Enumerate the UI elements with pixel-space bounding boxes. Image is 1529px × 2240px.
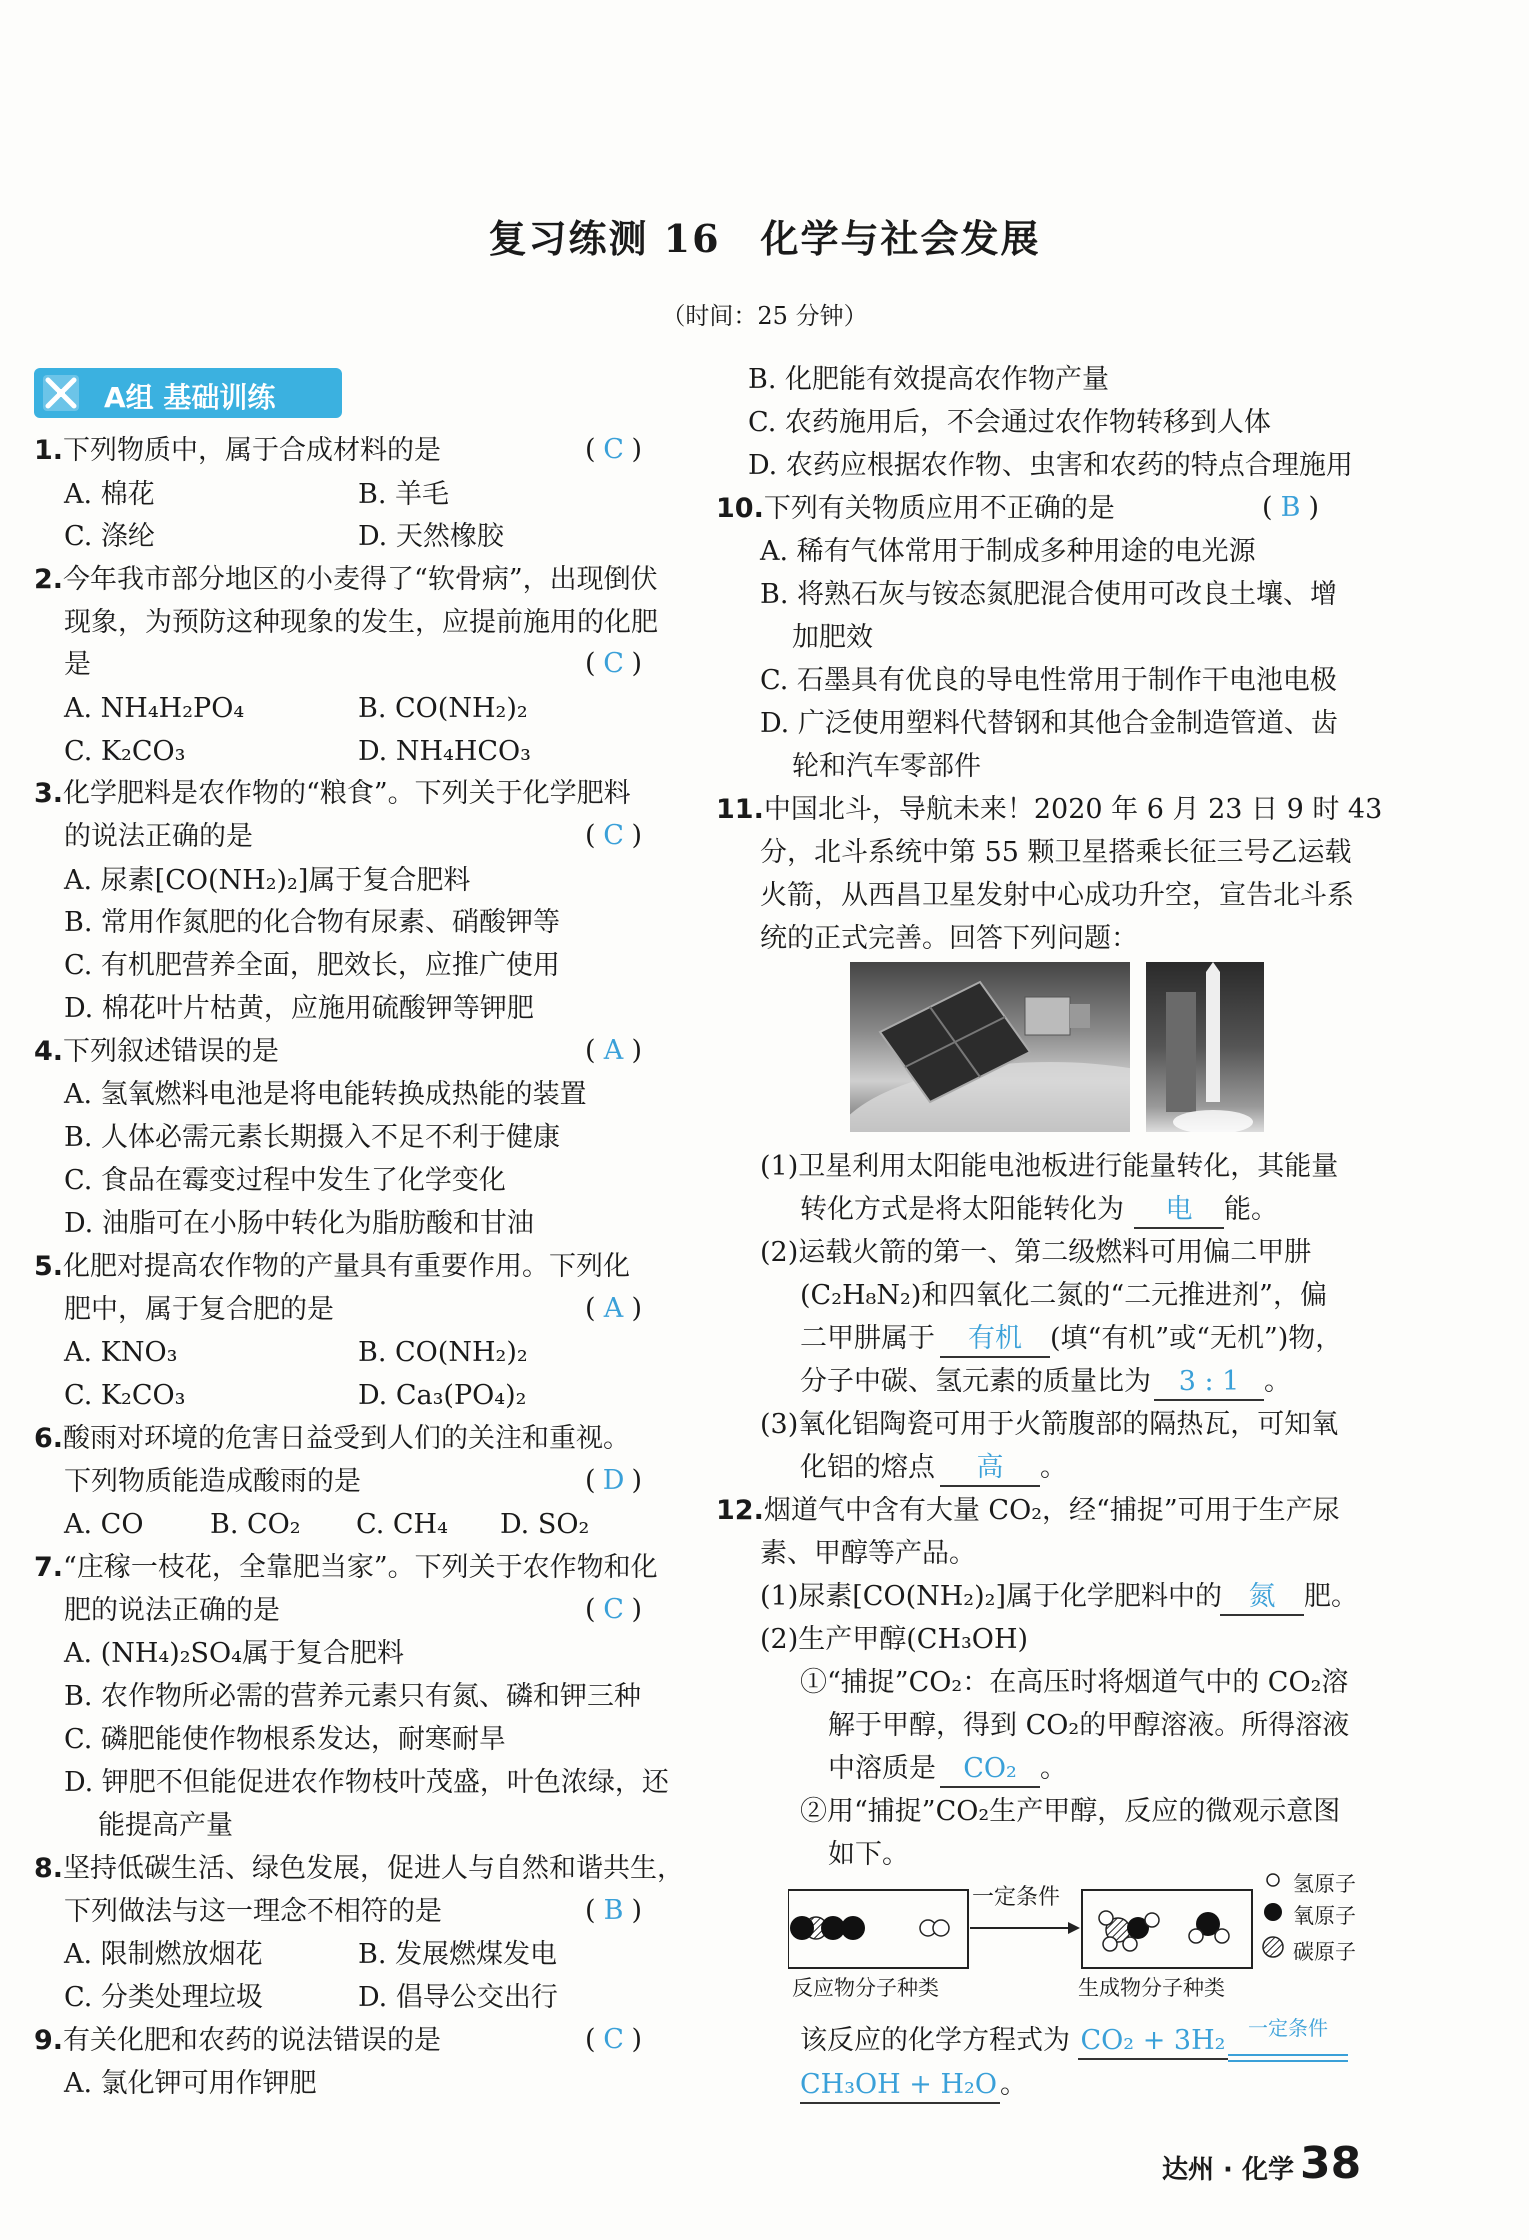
equation-line-2 [800, 2068, 1027, 2104]
question-text: 化铝的熔点 [800, 1452, 935, 1483]
question-text: 中溶质是 [828, 1753, 936, 1784]
question-text: 化学肥料是农作物的“粮食”。下列关于化学肥料 [63, 778, 631, 809]
left-line [64, 906, 560, 940]
right-line [760, 879, 1354, 913]
question-text: 肥的说法正确的是 [64, 1595, 280, 1626]
equation-arrow-line [1228, 2054, 1348, 2056]
left-line [64, 478, 155, 512]
left-line [358, 478, 449, 512]
left-line [64, 1164, 506, 1198]
section-label: A组 基础训练 [104, 381, 276, 414]
question-number: 7. [34, 1552, 64, 1583]
question-text: C. 有机肥营养全面，肥效长，应推广使用 [64, 950, 560, 981]
blank-3-line [1154, 1365, 1291, 1401]
question-text: 下列物质能造成酸雨的是 [64, 1466, 361, 1497]
question-text: A. 氯化钾可用作钾肥 [64, 2068, 317, 2099]
question-text: D. 油脂可在小肠中转化为脂肪酸和甘油 [64, 1208, 534, 1239]
left-line [34, 1852, 684, 1886]
right-line [760, 1408, 1338, 1442]
right-line [760, 707, 1338, 741]
left-line [34, 434, 441, 468]
question-text: 的说法正确的是 [64, 821, 253, 852]
right-line [760, 578, 1337, 612]
question-text: 解于甲醇，得到 CO₂的甲醇溶液。所得溶液 [828, 1710, 1350, 1741]
left-line [34, 1035, 279, 1069]
question-text: 如下。 [828, 1839, 909, 1870]
left-line [64, 1680, 641, 1714]
question-text: ①“捕捉”CO₂：在高压时将烟道气中的 CO₂溶 [800, 1667, 1349, 1698]
question-text: C. 食品在霉变过程中发生了化学变化 [64, 1165, 506, 1196]
answer-bracket: ( A ) [585, 1293, 643, 1324]
blank-1-tail: 能。 [1224, 1194, 1278, 1225]
left-line [358, 692, 528, 726]
right-line [760, 1236, 1311, 1270]
question-text: C. K₂CO₃ [64, 736, 186, 767]
equation-products[interactable]: CH₃OH + H₂O [800, 2068, 1000, 2104]
question-text: 是 [64, 649, 91, 680]
left-line [64, 1336, 177, 1370]
right-line [760, 836, 1352, 870]
legend-hydrogen: 氢原子 [1293, 1872, 1356, 1896]
blank-fertilizer-type[interactable]: 氮 [1220, 1580, 1304, 1616]
equation-condition [1228, 2016, 1348, 2059]
question-number: 11. [716, 794, 764, 825]
question-text: ②用“捕捉”CO₂生产甲醇，反应的微观示意图 [800, 1796, 1341, 1827]
left-line [210, 1508, 301, 1542]
right-line [828, 1838, 909, 1872]
question-text: 肥中，属于复合肥的是 [64, 1294, 334, 1325]
answer-bracket: ( C ) [585, 648, 643, 679]
right-line [760, 664, 1337, 698]
left-line [64, 992, 534, 1026]
blank-3-tail: 。 [1264, 1366, 1291, 1397]
left-line [34, 777, 631, 811]
answer-choice[interactable]: C [603, 648, 624, 679]
left-line [98, 1809, 233, 1843]
question-text: D. 天然橡胶 [358, 521, 504, 552]
equation-line-1 [1078, 2016, 1348, 2060]
question-text: A. 氢氧燃料电池是将电能转换成热能的装置 [64, 1079, 587, 1110]
blank-4-line [940, 1451, 1067, 1487]
question-text: A. 尿素[CO(NH₂)₂]属于复合肥料 [64, 865, 471, 896]
question-text: 分子中碳、氢元素的质量比为 [800, 1366, 1151, 1397]
question-text: 酸雨对环境的危害日益受到人们的关注和重视。 [63, 1423, 631, 1454]
question-text: D. 广泛使用塑料代替钢和其他合金制造管道、齿 [760, 708, 1338, 739]
answer-choice[interactable]: C [603, 434, 624, 465]
left-line [64, 1121, 560, 1155]
answer-bracket: ( D ) [585, 1465, 643, 1496]
left-line [34, 1250, 630, 1284]
right-line [800, 1795, 1340, 1829]
blank-1-line [1134, 1193, 1278, 1229]
left-line [64, 1981, 263, 2015]
time-note: （时间：25 分钟） [661, 302, 868, 330]
answer-bracket: ( C ) [585, 1594, 643, 1625]
left-line [64, 864, 470, 898]
question-text: 现象，为预防这种现象的发生，应提前施用的化肥 [64, 607, 658, 638]
right-line [716, 492, 1115, 526]
left-line [64, 735, 185, 769]
right-line [828, 1752, 936, 1786]
left-line [64, 1637, 404, 1671]
answer-choice[interactable]: B [1280, 492, 1301, 523]
question-text: A. (NH₄)₂SO₄属于复合肥料 [64, 1638, 405, 1669]
right-line [760, 535, 1256, 569]
question-text: (3)氧化铝陶瓷可用于火箭腹部的隔热瓦，可知氧 [760, 1409, 1339, 1440]
question-text: A. KNO₃ [64, 1337, 178, 1368]
left-line [64, 1938, 263, 1972]
answer-bracket: ( C ) [585, 434, 643, 465]
legend-carbon: 碳原子 [1293, 1940, 1356, 1964]
blank-2-line [940, 1322, 1342, 1358]
question-text: 二甲肼属于 [800, 1323, 935, 1354]
question-text: 素、甲醇等产品。 [760, 1538, 976, 1569]
question-text: 轮和汽车零部件 [792, 751, 981, 782]
blank-5-tail: 肥。 [1304, 1581, 1358, 1612]
question-text: D. NH₄HCO₃ [358, 736, 532, 767]
answer-choice[interactable]: C [603, 1594, 624, 1625]
question-text: C. 石墨具有优良的导电性常用于制作干电池电极 [760, 665, 1337, 696]
left-line [64, 1895, 442, 1929]
right-line [800, 1666, 1348, 1700]
left-line [64, 820, 253, 854]
section-badge [34, 368, 342, 418]
left-line [64, 1465, 361, 1499]
right-line [748, 449, 1353, 483]
question-text: 坚持低碳生活、绿色发展，促进人与自然和谐共生， [63, 1853, 685, 1884]
question-text: 化肥对提高农作物的产量具有重要作用。下列化 [63, 1251, 631, 1282]
question-text: 该反应的化学方程式为 [800, 2025, 1070, 2056]
question-text: A. 棉花 [64, 479, 155, 510]
question-number: 8. [34, 1853, 64, 1884]
left-line [358, 735, 531, 769]
blank-6-line [940, 1752, 1067, 1788]
question-number: 5. [34, 1251, 64, 1282]
question-text: B. 常用作氮肥的化合物有尿素、硝酸钾等 [64, 907, 561, 938]
arrow-label: 一定条件 [972, 1885, 1061, 1910]
left-line [64, 1293, 334, 1327]
right-line [748, 406, 1271, 440]
question-number: 4. [34, 1036, 64, 1067]
rocket-photo [1146, 962, 1264, 1132]
question-text: 转化方式是将太阳能转化为 [800, 1194, 1124, 1225]
question-text: (C₂H₈N₂)和四氧化二氮的“二元推进剂”，偏 [800, 1280, 1327, 1311]
question-text: 下列做法与这一理念不相符的是 [64, 1896, 442, 1927]
question-text: A. 限制燃放烟花 [64, 1939, 263, 1970]
question-text: A. 稀有气体常用于制成多种用途的电光源 [760, 536, 1256, 567]
question-text: D. SO₂ [500, 1509, 590, 1540]
left-line [64, 949, 560, 983]
blank-2-tail: (填“有机”或“无机”)物， [1050, 1323, 1343, 1354]
left-line [64, 520, 155, 554]
question-text: 今年我市部分地区的小麦得了“软骨病”，出现倒伏 [63, 564, 658, 595]
left-line [358, 520, 504, 554]
question-number: 1. [34, 435, 64, 466]
left-line [34, 563, 658, 597]
question-text: 下列物质中，属于合成材料的是 [63, 435, 442, 466]
answer-choice[interactable]: D [602, 1465, 625, 1496]
question-text: 分，北斗系统中第 55 颗卫星搭乘长征三号乙运载 [760, 837, 1352, 868]
equation-end: 。 [1000, 2069, 1027, 2100]
question-text: 下列叙述错误的是 [63, 1036, 280, 1067]
left-line [34, 1551, 658, 1585]
right-line [716, 1494, 1340, 1528]
question-text: (1)尿素[CO(NH₂)₂]属于化学肥料中的 [760, 1581, 1222, 1612]
left-line [64, 692, 244, 726]
left-line [64, 1078, 587, 1112]
question-text: 火箭，从西昌卫星发射中心成功升空，宣告北斗系 [760, 880, 1354, 911]
right-line [800, 1451, 935, 1485]
right-line [792, 750, 981, 784]
answer-bracket: ( C ) [585, 2024, 643, 2055]
blank-solute[interactable]: CO₂ [940, 1752, 1040, 1788]
question-text: (2)运载火箭的第一、第二级燃料可用偏二甲肼 [760, 1237, 1312, 1268]
reaction-diagram [788, 1872, 1368, 2002]
left-line [64, 1207, 534, 1241]
left-line [64, 2067, 317, 2101]
question-number: 10. [716, 493, 764, 524]
right-line [760, 1623, 1028, 1657]
right-line [828, 1709, 1349, 1743]
blank-4-tail: 。 [1040, 1452, 1067, 1483]
question-text: 统的正式完善。回答下列问题： [760, 923, 1138, 954]
left-line [358, 1379, 526, 1413]
product-label: 生成物分子种类 [1078, 1976, 1225, 2000]
question-text: B. 羊毛 [358, 479, 450, 510]
section-icon [42, 374, 80, 412]
left-line [358, 1981, 558, 2015]
question-text: B. CO(NH₂)₂ [358, 1337, 528, 1368]
left-line [500, 1508, 589, 1542]
left-line [64, 606, 658, 640]
answer-choice[interactable]: A [603, 1293, 624, 1324]
left-line [358, 1938, 557, 1972]
question-number: 6. [34, 1423, 64, 1454]
question-text: B. 农作物所必需的营养元素只有氮、磷和钾三种 [64, 1681, 642, 1712]
blank-organic[interactable]: 有机 [940, 1322, 1050, 1358]
blank-5-line [1220, 1580, 1358, 1616]
satellite-photo [850, 962, 1130, 1132]
left-line [64, 1508, 143, 1542]
question-text: C. 分类处理垃圾 [64, 1982, 263, 2013]
answer-bracket: ( A ) [585, 1035, 643, 1066]
question-text: 下列有关物质应用不正确的是 [763, 493, 1115, 524]
answer-bracket: ( B ) [1262, 492, 1320, 523]
left-line [64, 1723, 506, 1757]
question-text: C. K₂CO₃ [64, 1380, 186, 1411]
question-number: 3. [34, 778, 64, 809]
equation-condition-text: 一定条件 [1248, 2016, 1328, 2040]
blank-6-tail: 。 [1040, 1753, 1067, 1784]
question-text: B. CO₂ [210, 1509, 301, 1540]
question-text: D. Ca₃(PO₄)₂ [358, 1380, 527, 1411]
question-text: 烟道气中含有大量 CO₂，经“捕捉”可用于生产尿 [763, 1495, 1340, 1526]
question-text: B. CO(NH₂)₂ [358, 693, 528, 724]
question-text: 中国北斗，导航未来！2020 年 6 月 23 日 9 时 43 [763, 794, 1383, 825]
right-line [760, 1150, 1338, 1184]
right-line [748, 363, 1109, 397]
question-text: C. 涤纶 [64, 521, 155, 552]
right-line [792, 621, 873, 655]
left-line [64, 648, 91, 682]
question-text: 加肥效 [792, 622, 873, 653]
left-line [356, 1508, 448, 1542]
question-text: B. 发展燃煤发电 [358, 1939, 558, 1970]
equation-arrow-line-2 [1228, 2060, 1348, 2062]
page-footer [1162, 2138, 1361, 2189]
blank-energy[interactable]: 电 [1134, 1193, 1224, 1229]
question-text: B. 将熟石灰与铵态氮肥混合使用可改良土壤、增 [760, 579, 1338, 610]
question-text: A. NH₄H₂PO₄ [64, 693, 245, 724]
page-number: 38 [1299, 2138, 1362, 2189]
question-text: 有关化肥和农药的说法错误的是 [63, 2025, 442, 2056]
left-line [34, 2024, 441, 2058]
right-line [800, 2024, 1070, 2058]
right-line [800, 1279, 1327, 1313]
left-line [358, 1336, 528, 1370]
footer-subject: 达州 · 化学 [1162, 2155, 1294, 2185]
right-line [760, 922, 1138, 956]
question-text: C. 农药施用后，不会通过农作物转移到人体 [748, 407, 1271, 438]
question-text: C. 磷肥能使作物根系发达，耐寒耐旱 [64, 1724, 506, 1755]
question-text: (2)生产甲醇(CH₃OH) [760, 1624, 1029, 1655]
answer-bracket: ( B ) [585, 1895, 643, 1926]
answer-bracket: ( C ) [585, 820, 643, 851]
question-text: D. 钾肥不但能促进农作物枝叶茂盛，叶色浓绿，还 [64, 1767, 669, 1798]
reactant-label: 反应物分子种类 [792, 1976, 939, 2000]
right-line [760, 1537, 976, 1571]
question-text: D. 棉花叶片枯黄，应施用硫酸钾等钾肥 [64, 993, 534, 1024]
page-title: 复习练测 16 化学与社会发展 [488, 216, 1041, 261]
question-text: (1)卫星利用太阳能电池板进行能量转化，其能量 [760, 1151, 1339, 1182]
question-text: D. 农药应根据农作物、虫害和农药的特点合理施用 [748, 450, 1353, 481]
legend-oxygen: 氧原子 [1293, 1904, 1356, 1928]
left-line [64, 1379, 185, 1413]
question-text: C. CH₄ [356, 1509, 448, 1540]
equation-reactants[interactable]: CO₂ + 3H₂ [1078, 2024, 1228, 2060]
left-line [34, 1422, 630, 1456]
question-text: A. CO [64, 1509, 144, 1540]
question-text: B. 化肥能有效提高农作物产量 [748, 364, 1110, 395]
question-text: “庄稼一枝花，全靠肥当家”。下列关于农作物和化 [63, 1552, 658, 1583]
right-line [760, 1580, 1222, 1614]
question-text: 能提高产量 [98, 1810, 233, 1841]
question-text: B. 人体必需元素长期摄入不足不利于健康 [64, 1122, 561, 1153]
blank-melting-point[interactable]: 高 [940, 1451, 1040, 1487]
question-number: 9. [34, 2025, 64, 2056]
question-text: D. 倡导公交出行 [358, 1982, 558, 2013]
blank-mass-ratio[interactable]: 3 : 1 [1154, 1365, 1264, 1401]
right-line [800, 1365, 1151, 1399]
question-number: 2. [34, 564, 64, 595]
answer-choice[interactable]: A [603, 1035, 624, 1066]
right-line [800, 1193, 1124, 1227]
right-line [800, 1322, 935, 1356]
left-line [64, 1766, 669, 1800]
left-line [64, 1594, 280, 1628]
answer-choice[interactable]: B [603, 1895, 624, 1926]
right-line [716, 793, 1382, 827]
answer-choice[interactable]: C [603, 820, 624, 851]
answer-choice[interactable]: C [603, 2024, 624, 2055]
question-number: 12. [716, 1495, 764, 1526]
